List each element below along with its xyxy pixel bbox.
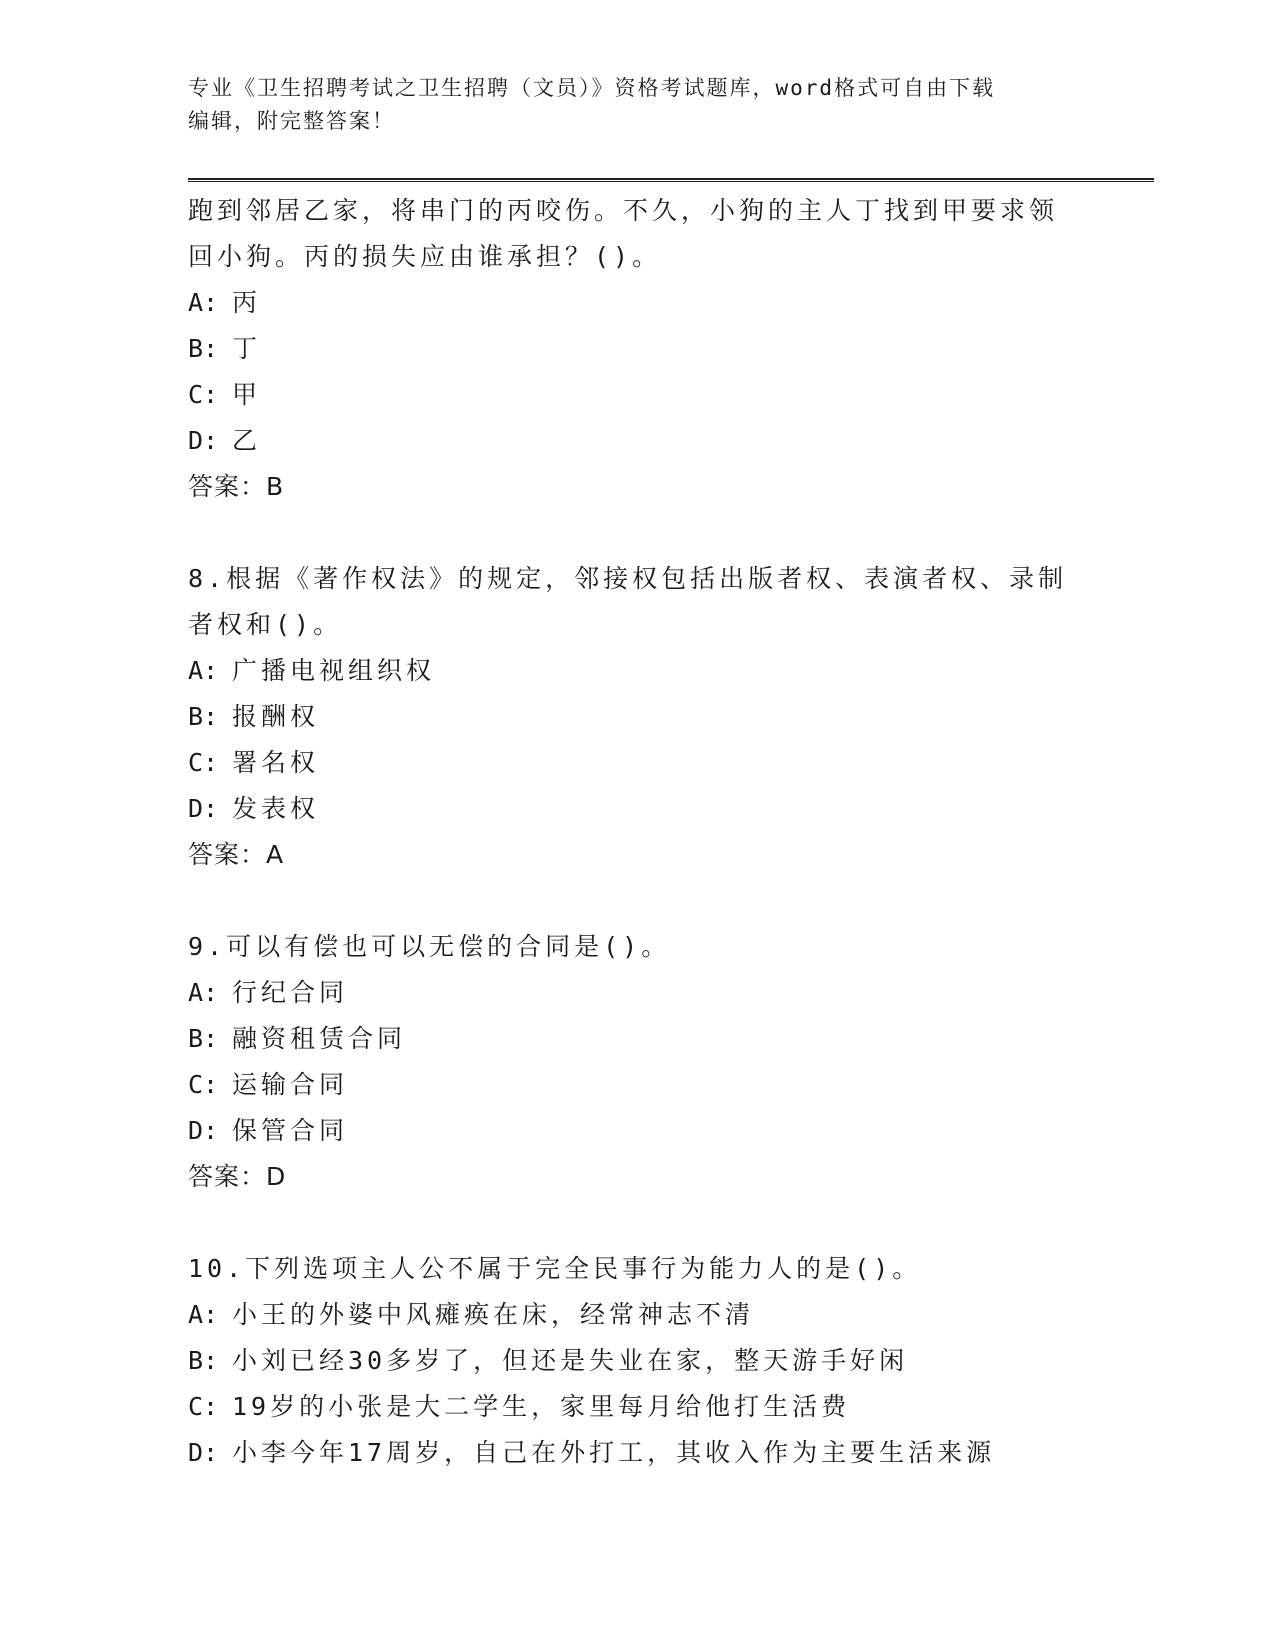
option-text: 行纪合同 — [232, 978, 349, 1007]
option-c — [188, 1384, 1088, 1430]
option-letter: D: — [188, 1116, 219, 1145]
option-a — [188, 648, 1088, 694]
question-stem-line: 跑到邻居乙家，将串门的丙咬伤。不久，小狗的主人丁找到甲要求领 — [188, 196, 1059, 225]
option-c — [188, 372, 1088, 418]
spacer — [188, 878, 1088, 924]
question-stem-line: 10.下列选项主人公不属于完全民事行为能力人的是()。 — [188, 1254, 922, 1283]
option-b — [188, 694, 1088, 740]
option-text: 乙 — [232, 426, 262, 455]
option-text: 小王的外婆中风瘫痪在床，经常神志不清 — [232, 1300, 755, 1329]
document-header — [188, 72, 1088, 138]
option-text: 丙 — [232, 288, 262, 317]
option-text: 广播电视组织权 — [232, 656, 436, 685]
option-letter: D: — [188, 794, 219, 823]
option-letter: C: — [188, 1392, 219, 1421]
option-text: 发表权 — [232, 794, 320, 823]
option-a — [188, 280, 1088, 326]
option-b — [188, 1016, 1088, 1062]
answer-line: 答案：A — [188, 840, 285, 869]
option-b — [188, 1338, 1088, 1384]
option-d — [188, 786, 1088, 832]
option-letter: D: — [188, 426, 219, 455]
option-letter: C: — [188, 748, 219, 777]
option-c — [188, 740, 1088, 786]
question-9 — [188, 924, 1088, 1200]
option-c — [188, 1062, 1088, 1108]
option-letter: B: — [188, 1024, 219, 1053]
option-text: 融资租赁合同 — [232, 1024, 407, 1053]
header-line-2: 编辑，附完整答案！ — [188, 109, 395, 133]
option-letter: C: — [188, 1070, 219, 1099]
question-stem-line: 9.可以有偿也可以无偿的合同是()。 — [188, 932, 671, 961]
option-text: 运输合同 — [232, 1070, 349, 1099]
option-letter: C: — [188, 380, 219, 409]
option-text: 甲 — [232, 380, 262, 409]
option-text: 报酬权 — [232, 702, 320, 731]
option-text: 19岁的小张是大二学生，家里每月给他打生活费 — [232, 1392, 851, 1421]
option-d — [188, 1108, 1088, 1154]
option-letter: A: — [188, 978, 219, 1007]
option-d — [188, 418, 1088, 464]
question-list — [188, 188, 1088, 1476]
question-10 — [188, 1246, 1088, 1476]
header-line-1: 专业《卫生招聘考试之卫生招聘（文员）》资格考试题库，word格式可自由下载 — [188, 76, 996, 100]
spacer — [188, 510, 1088, 556]
question-stem-line: 回小狗。丙的损失应由谁承担？()。 — [188, 242, 662, 271]
answer-line: 答案：D — [188, 1162, 287, 1191]
header-divider — [188, 178, 1154, 182]
question-7 — [188, 188, 1088, 510]
option-letter: B: — [188, 334, 219, 363]
option-text: 丁 — [232, 334, 262, 363]
option-text: 小刘已经30多岁了，但还是失业在家，整天游手好闲 — [232, 1346, 909, 1375]
option-letter: B: — [188, 702, 219, 731]
option-text: 小李今年17周岁，自己在外打工，其收入作为主要生活来源 — [232, 1438, 996, 1467]
answer-line: 答案：B — [188, 472, 285, 501]
option-b — [188, 326, 1088, 372]
question-stem-line: 8.根据《著作权法》的规定，邻接权包括出版者权、表演者权、录制 — [188, 564, 1068, 593]
option-a — [188, 970, 1088, 1016]
option-letter: A: — [188, 656, 219, 685]
option-text: 保管合同 — [232, 1116, 349, 1145]
question-stem-line: 者权和()。 — [188, 610, 343, 639]
spacer — [188, 1200, 1088, 1246]
option-letter: A: — [188, 1300, 219, 1329]
option-letter: B: — [188, 1346, 219, 1375]
question-8 — [188, 556, 1088, 878]
option-letter: A: — [188, 288, 219, 317]
option-a — [188, 1292, 1088, 1338]
option-text: 署名权 — [232, 748, 320, 777]
option-d — [188, 1430, 1088, 1476]
option-letter: D: — [188, 1438, 219, 1467]
